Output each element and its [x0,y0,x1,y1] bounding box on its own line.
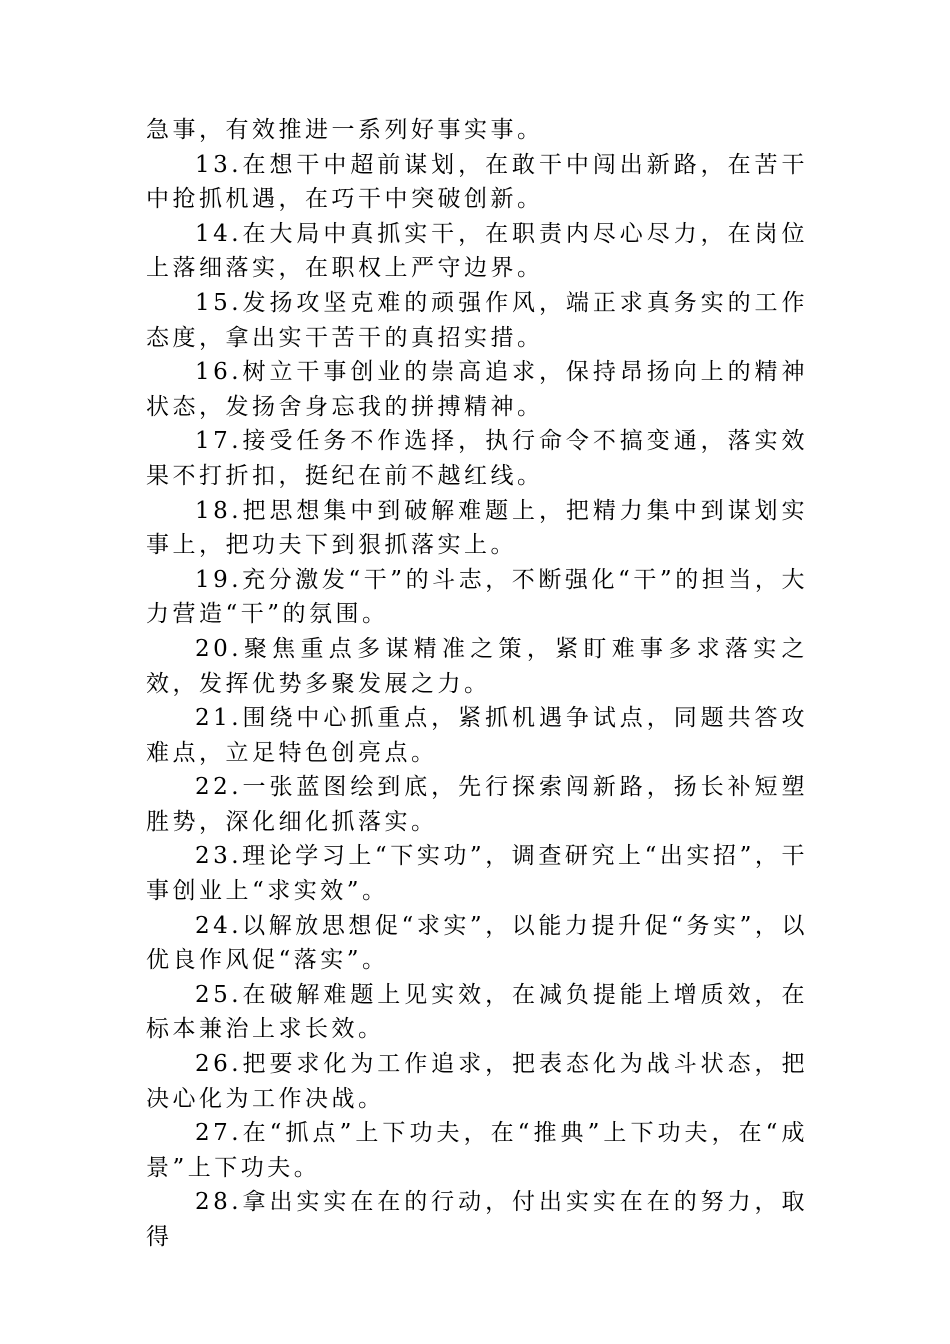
paragraph-24: 24.以解放思想促“求实”，以能力提升促“务实”，以优良作风促“落实”。 [146,912,808,974]
paragraph-19: 19.充分激发“干”的斗志，不断强化“干”的担当，大力营造“干”的氛围。 [146,566,808,628]
paragraph-continuation: 急事，有效推进一系列好事实事。 [146,117,544,143]
paragraph-23: 23.理论学习上“下实功”，调查研究上“出实招”，干事创业上“求实效”。 [146,843,808,905]
document-body [146,113,808,1255]
paragraph-18: 18.把思想集中到破解难题上，把精力集中到谋划实事上，把功夫下到狠抓落实上。 [146,497,808,559]
paragraph-27: 27.在“抓点”上下功夫，在“推典”上下功夫，在“成景”上下功夫。 [146,1120,808,1181]
paragraph-16: 16.树立干事创业的崇高追求，保持昂扬向上的精神状态，发扬舍身忘我的拼搏精神。 [146,359,808,420]
paragraph-25: 25.在破解难题上见实效，在减负提能上增质效，在标本兼治上求长效。 [146,981,808,1043]
paragraph-21: 21.围绕中心抓重点，紧抓机遇争试点，同题共答攻难点，立足特色创亮点。 [146,705,808,766]
paragraph-28: 28.拿出实实在在的行动，付出实实在在的努力，取得 [146,1189,808,1250]
paragraph-26: 26.把要求化为工作追求，把表态化为战斗状态，把决心化为工作决战。 [146,1051,808,1112]
paragraph-14: 14.在大局中真抓实干，在职责内尽心尽力，在岗位上落细落实，在职权上严守边界。 [146,220,808,282]
paragraph-13: 13.在想干中超前谋划，在敢干中闯出新路，在苦干中抢抓机遇，在巧干中突破创新。 [146,151,808,213]
paragraph-15: 15.发扬攻坚克难的顽强作风，端正求真务实的工作态度，拿出实干苦干的真招实措。 [146,289,808,351]
paragraph-22: 22.一张蓝图绘到底，先行探索闯新路，扬长补短塑胜势，深化细化抓落实。 [146,774,808,835]
paragraph-20: 20.聚焦重点多谋精准之策，紧盯难事多求落实之效，发挥优势多聚发展之力。 [146,635,808,697]
paragraph-17: 17.接受任务不作选择，执行命令不搞变通，落实效果不打折扣，挺纪在前不越红线。 [146,428,808,489]
